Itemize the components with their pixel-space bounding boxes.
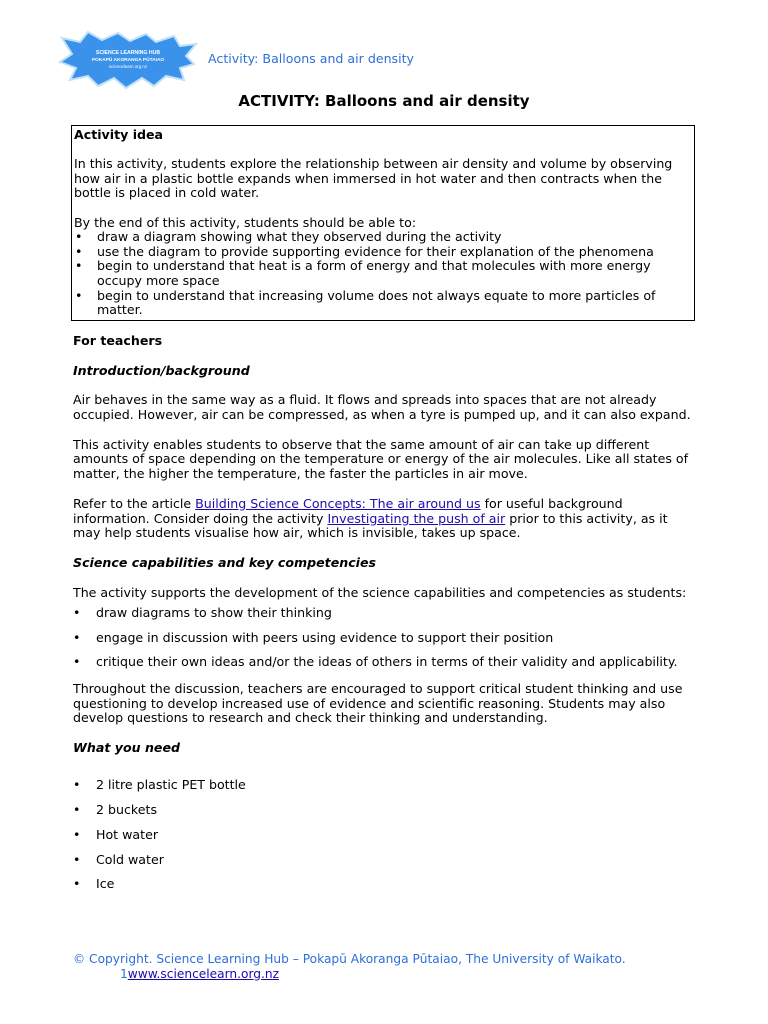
link-building-science-concepts[interactable]: Building Science Concepts: The air around us xyxy=(195,495,481,511)
capabilities-heading: Science capabilities and key competencies xyxy=(73,554,377,570)
page-number: 1 xyxy=(120,966,128,981)
capabilities-lead: The activity supports the development of the science capabilities and competencies as students: xyxy=(73,584,687,600)
logo-line-2: POKAPŪ AKORANGA PŪTAIAO xyxy=(91,58,165,63)
introduction-heading: Introduction/background xyxy=(73,362,250,378)
paragraph-air-fluid: Air behaves in the same way as a fluid. It flows and spreads into spaces that are not already occupied. However, air can be compressed, as when a tyre is pumped up, and it can also expand. xyxy=(73,392,691,422)
paragraph-refer-article: Refer to the article Building Science Concepts: The air around us for useful background information. Consider doing the activity Investigating the push of air prior to this activity, as it may help students visualise how air, which is invisible, takes up space. xyxy=(73,495,668,541)
list-item: • use the diagram to provide supporting evidence for their explanation of the phenomena xyxy=(74,245,692,260)
objectives-list xyxy=(74,230,692,318)
materials-list xyxy=(73,775,695,894)
footer xyxy=(73,952,626,981)
list-item: • 2 litre plastic PET bottle xyxy=(73,775,695,795)
list-item: • Cold water xyxy=(73,850,695,870)
activity-intro: In this activity, students explore the relationship between air density and volume by observing how air in a plastic bottle expands when immersed in hot water and then contracts when the bottle is placed in cold water. xyxy=(74,156,673,201)
science-learning-hub-logo[interactable] xyxy=(58,30,198,90)
activity-idea-box xyxy=(71,125,695,321)
activity-idea-heading: Activity idea xyxy=(74,127,164,142)
page-title: ACTIVITY: Balloons and air density xyxy=(238,92,530,110)
list-item: • 2 buckets xyxy=(73,800,695,820)
footer-website-link[interactable]: www.sciencelearn.org.nz xyxy=(127,966,280,981)
main-content xyxy=(73,334,695,894)
list-item: • Hot water xyxy=(73,825,695,845)
list-item: • draw a diagram showing what they observed during the activity xyxy=(74,230,692,245)
header-title: Activity: Balloons and air density xyxy=(208,51,415,66)
for-teachers-heading: For teachers xyxy=(73,333,163,348)
objectives-lead: By the end of this activity, students should be able to: xyxy=(74,214,417,230)
link-investigating-push-of-air[interactable]: Investigating the push of air xyxy=(327,510,506,526)
list-item: • begin to understand that increasing volume does not always equate to more particles of matter. xyxy=(74,289,692,318)
logo-line-3: sciencelearn.org.nz xyxy=(108,64,148,69)
list-item: • engage in discussion with peers using evidence to support their position xyxy=(73,628,695,648)
what-you-need-heading: What you need xyxy=(73,740,181,756)
capabilities-list xyxy=(73,603,695,672)
list-item: • draw diagrams to show their thinking xyxy=(73,603,695,623)
list-item: • begin to understand that heat is a form of energy and that molecules with more energy occupy more space xyxy=(74,259,692,288)
paragraph-discussion: Throughout the discussion, teachers are encouraged to support critical student thinking and use questioning to develop increased use of evidence and scientific reasoning. Students may also develop questions to research and check their thinking and understanding. xyxy=(73,680,683,726)
list-item: • critique their own ideas and/or the ideas of others in terms of their validity and applicability. xyxy=(73,652,695,672)
logo-line-1: SCIENCE LEARNING HUB xyxy=(95,50,161,56)
paragraph-air-space: This activity enables students to observe that the same amount of air can take up different amounts of space depending on the temperature or energy of the air molecules. Like all states of matter, the higher the temperature, the faster the particles in air move. xyxy=(73,436,689,482)
copyright-text: © Copyright. Science Learning Hub – Pokapū Akoranga Pūtaiao, The University of Waikato. xyxy=(73,952,626,966)
list-item: • Ice xyxy=(73,874,695,894)
